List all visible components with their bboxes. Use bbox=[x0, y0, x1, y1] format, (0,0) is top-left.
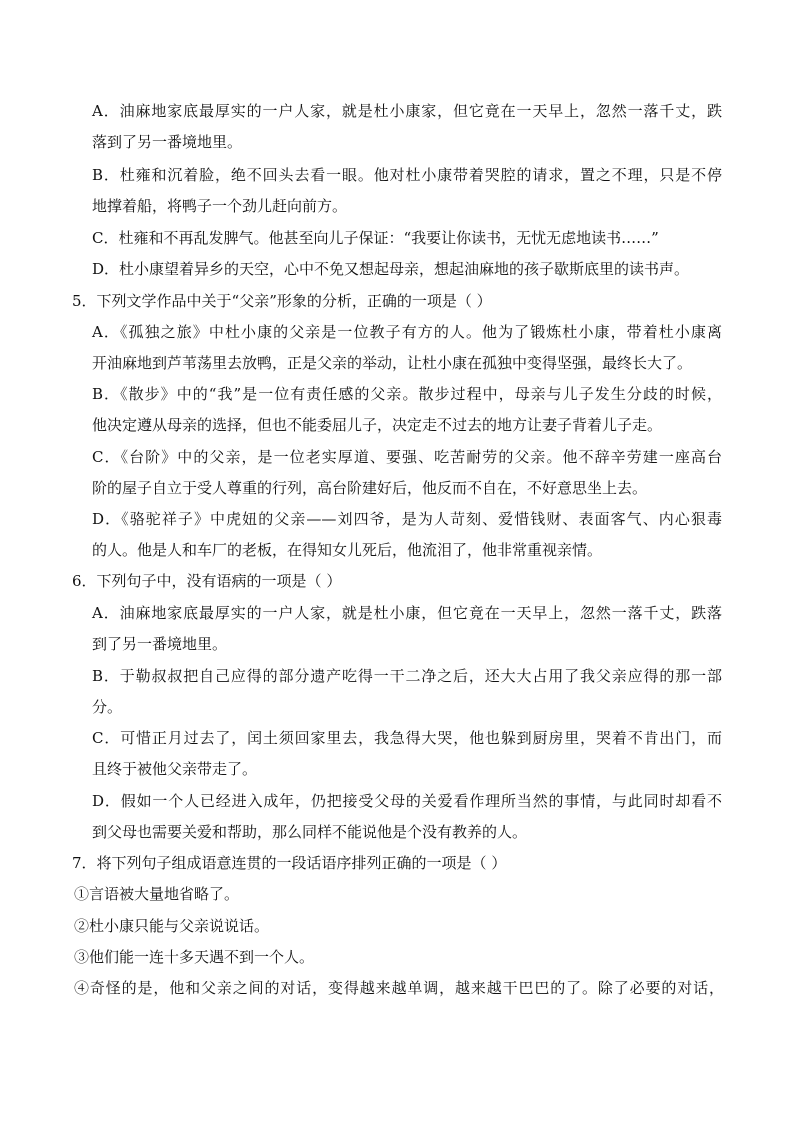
q7-stem: 7．将下列句子组成语意连贯的一段话语序排列正确的一项是（ ） bbox=[72, 854, 507, 872]
q5-option-a-line2: 开油麻地到芦苇荡里去放鸭，正是父亲的举动，让杜小康在孤独中变得坚强，最终长大了。 bbox=[92, 354, 693, 372]
q6-option-c-line1: C．可惜正月过去了，闰土须回家里去，我急得大哭，他也躲到厨房里，哭着不肯出门，而 bbox=[92, 729, 722, 747]
q5-option-d-line2: 的人。他是人和车厂的老板，在得知女儿死后，他流泪了，他非常重视亲情。 bbox=[92, 541, 603, 559]
q6-stem: 6．下列句子中，没有语病的一项是（ ） bbox=[72, 572, 342, 590]
q7-sentence-4: ④奇怪的是，他和父亲之间的对话，变得越来越单调，越来越干巴巴的了。除了必要的对话， bbox=[74, 979, 724, 997]
q6-option-a-line2: 到了另一番境地里。 bbox=[92, 635, 228, 653]
q7-sentence-3: ③他们能一连十多天遇不到一个人。 bbox=[74, 948, 315, 966]
q5-stem: 5．下列文学作品中关于“父亲”形象的分析，正确的一项是（ ） bbox=[72, 292, 492, 310]
q4-option-d: D．杜小康望着异乡的天空，心中不免又想起母亲，想起油麻地的孩子歇斯底里的读书声。 bbox=[92, 260, 690, 278]
q4-option-b-line2: 地撑着船，将鸭子一个劲儿赶向前方。 bbox=[92, 197, 348, 215]
q6-option-a-line1: A．油麻地家底最厚实的一户人家，就是杜小康，但它竟在一天早上，忽然一落千丈，跌落 bbox=[92, 604, 722, 622]
q5-option-c-line1: C．《台阶》中的父亲，是一位老实厚道、要强、吃苦耐劳的父亲。他不辞辛劳建一座高台 bbox=[92, 448, 722, 466]
q7-sentence-2: ②杜小康只能与父亲说说话。 bbox=[74, 917, 270, 935]
q6-option-d-line2: 到父母也需要关爱和帮助，那么同样不能说他是个没有教养的人。 bbox=[92, 823, 528, 841]
q5-option-a-line1: A．《孤独之旅》中杜小康的父亲是一位教子有方的人。他为了锻炼杜小康，带着杜小康离 bbox=[92, 323, 722, 341]
q5-option-d-line1: D．《骆驼祥子》中虎妞的父亲——刘四爷，是为人苛刻、爱惜钱财、表面客气、内心狠毒 bbox=[92, 510, 722, 528]
q6-option-c-line2: 且终于被他父亲带走了。 bbox=[92, 760, 258, 778]
q6-option-d-line1: D．假如一个人已经进入成年，仍把接受父母的关爱看作理所当然的事情，与此同时却看不 bbox=[92, 792, 722, 810]
q5-option-b-line2: 他决定遵从母亲的选择，但也不能委屈儿子，决定走不过去的地方让妻子背着儿子走。 bbox=[92, 416, 663, 434]
q5-option-b-line1: B．《散步》中的“我”是一位有责任感的父亲。散步过程中，母亲与儿子发生分歧的时候， bbox=[92, 385, 722, 403]
q6-option-b-line1: B．于勒叔叔把自己应得的部分遗产吃得一干二净之后，还大大占用了我父亲应得的那一部 bbox=[92, 667, 722, 685]
q6-option-b-line2: 分。 bbox=[92, 698, 123, 716]
q5-option-c-line2: 阶的屋子自立于受人尊重的行列，高台阶建好后，他反而不自在，不好意思坐上去。 bbox=[92, 479, 648, 497]
q4-option-b-line1: B．杜雍和沉着脸，绝不回头去看一眼。他对杜小康带着哭腔的请求，置之不理，只是不停 bbox=[92, 166, 722, 184]
q7-sentence-1: ①言语被大量地省略了。 bbox=[74, 885, 240, 903]
q4-option-c: C．杜雍和不再乱发脾气。他甚至向儿子保证：“我要让你读书，无忧无虑地读书……” bbox=[92, 229, 659, 247]
q4-option-a-line1: A．油麻地家底最厚实的一户人家，就是杜小康家，但它竟在一天早上，忽然一落千丈，跌 bbox=[92, 102, 722, 120]
q4-option-a-line2: 落到了另一番境地里。 bbox=[92, 133, 243, 151]
